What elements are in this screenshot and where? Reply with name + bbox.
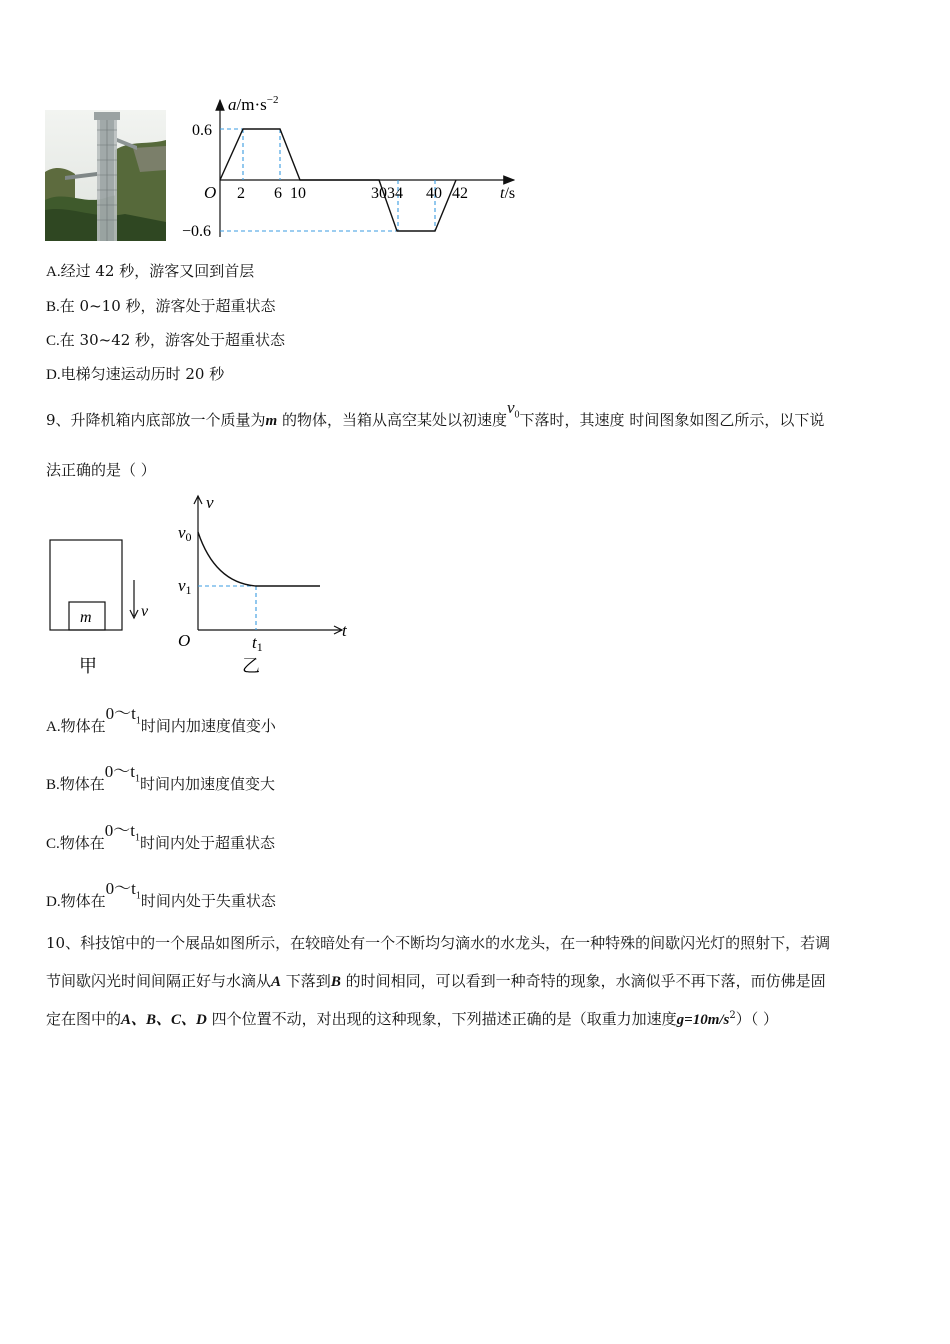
figure-yi-label: 乙 — [242, 656, 260, 676]
a-axis-label: $a/m\cdot s^{-2}$ — [228, 94, 279, 114]
mass-label: m — [80, 609, 92, 626]
t-axis-label: t/s — [500, 185, 516, 202]
q10-line1: 10、科技馆中的一个展品如图所示，在较暗处有一个不断均匀滴水的水龙头，在一种特殊的间歇闪光灯的照射下，若调 — [46, 934, 831, 952]
tick-label-40: 40 — [426, 185, 442, 202]
q9-option-b: B.物体在$0\sim t_1$时间内加速度值变大 — [46, 762, 276, 793]
elevator-photo — [45, 110, 166, 241]
q9-option-c: C.物体在$0\sim t_1$时间内处于超重状态 — [46, 821, 276, 852]
q8-option-a: A.经过 42 秒，游客又回到首层 — [46, 262, 255, 280]
q8-option-c: C.在 30~42 秒，游客处于超重状态 — [46, 331, 286, 349]
q9-stem-line2: 法正确的是（ ） — [46, 461, 156, 479]
tick-label-0.6: 0.6 — [192, 122, 212, 139]
tick-label-6: 6 — [274, 185, 282, 202]
t-axis-label: t — [342, 621, 347, 640]
v0-label: v0 — [178, 523, 192, 544]
tick-label-10: 10 — [290, 185, 306, 202]
v-axis-label: v — [206, 493, 214, 512]
velocity-curve — [198, 532, 320, 586]
velocity-label: v — [141, 603, 149, 620]
q8-option-d: D.电梯匀速运动历时 20 秒 — [46, 365, 225, 383]
origin-label: O — [204, 183, 217, 202]
q10-line2: 节间歇闪光时间间隔正好与水滴从A 下落到B 的时间相同，可以看到一种奇特的现象，水滴似乎不再下落，而仿佛是固 — [46, 972, 826, 990]
tick-label-2: 2 — [237, 185, 245, 202]
figure-jia-label: 甲 — [79, 656, 97, 676]
q9-option-d: D.物体在$0\sim t_1$时间内处于失重状态 — [46, 879, 276, 910]
tick-label-3034: 3034 — [371, 185, 403, 202]
acceleration-time-graph — [180, 92, 530, 242]
figure-jia — [45, 530, 160, 680]
origin-label: O — [178, 631, 191, 650]
q9-option-a: A.物体在$0\sim t_1$时间内加速度值变小 — [46, 704, 276, 735]
q9-stem-line1: 9、升降机箱内底部放一个质量为m 的物体，当箱从高空某处以初速度$v_0$下落时，其速度 时间图象如图乙所示，以下说 — [46, 398, 825, 429]
v1-label: v1 — [178, 576, 192, 597]
q8-option-b: B.在 0~10 秒，游客处于超重状态 — [46, 297, 276, 315]
tick-label-42: 42 — [452, 185, 468, 202]
t1-label: t1 — [252, 633, 263, 654]
tick-label-neg-0.6: −0.6 — [182, 223, 212, 240]
q10-line3: 定在图中的A、B、C、D 四个位置不动，对出现的这种现象，下列描述正确的是（取重力加速度$g=10m/s^2$）（ ） — [46, 1010, 779, 1028]
figure-yi — [170, 488, 360, 683]
